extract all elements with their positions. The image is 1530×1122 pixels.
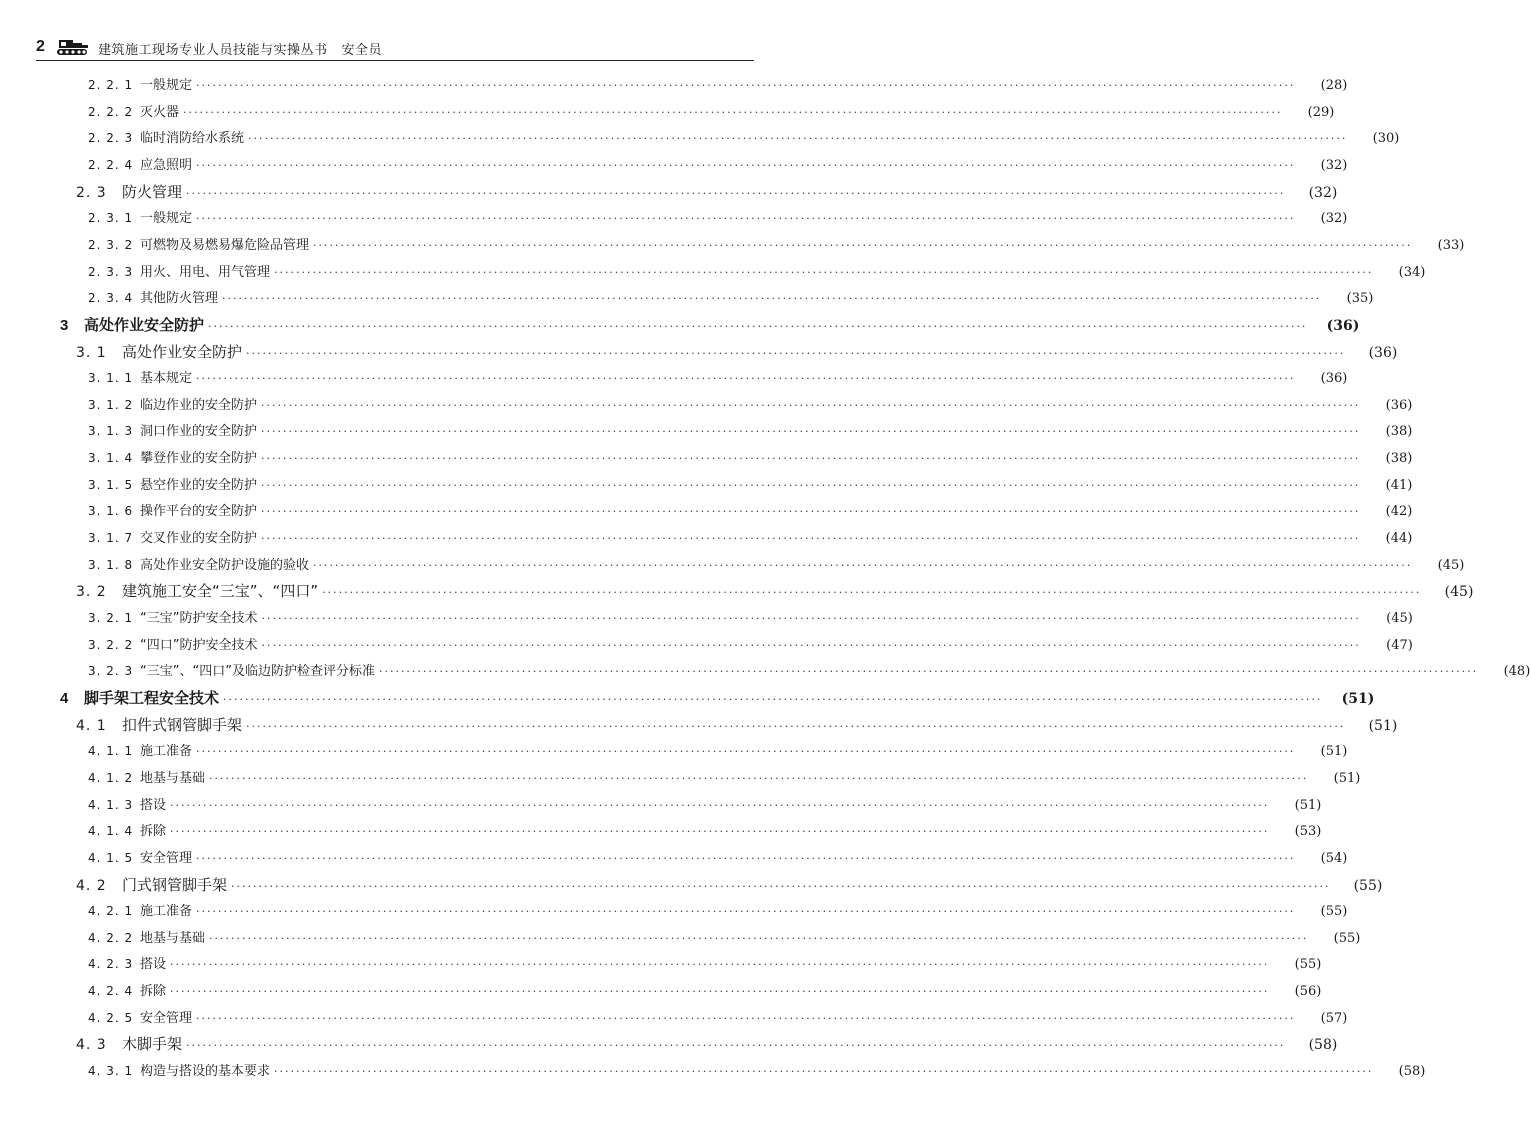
toc-entry-title: 攀登作业的安全防护	[140, 451, 258, 467]
toc-entry-number: 3. 1. 2	[88, 397, 134, 412]
toc-entry-number: 2. 3. 3	[88, 264, 134, 279]
toc-entry-title: 高处作业安全防护	[84, 315, 205, 334]
toc-entry-number: 2. 2. 2	[88, 104, 134, 119]
toc-leader-dots: ········································································································································································································	[313, 238, 1413, 252]
toc-entry-page: (45)	[1444, 584, 1474, 601]
toc-entry-number: 3. 1. 1	[88, 371, 134, 386]
toc-leader-dots: ········································································································································································································	[196, 79, 1296, 92]
toc-entry-title: 建筑施工安全“三宝”、“四口”	[122, 582, 319, 601]
toc-entry-number: 4. 2. 2	[88, 930, 134, 945]
toc-entry-page: (54)	[1320, 850, 1348, 866]
toc-leader-dots: ········································································································································································································	[261, 425, 1361, 439]
toc-entry-number: 4. 1. 1	[88, 744, 134, 759]
toc-leader-dots: ········································································································································································································	[261, 398, 1361, 412]
toc-entry	[0, 554, 1465, 573]
toc-entry-page: (55)	[1353, 877, 1383, 894]
page-header	[36, 36, 754, 60]
header-rule	[36, 60, 754, 61]
toc-entry-number: 3. 2. 2	[88, 637, 134, 652]
toc-entry-title: 构造与搭设的基本要求	[140, 1064, 271, 1080]
toc-entry	[0, 154, 1348, 173]
toc-entry	[0, 207, 1348, 227]
toc-entry-number: 4	[60, 689, 69, 707]
toc-leader-dots: ········································································································································································································	[231, 879, 1331, 893]
toc-entry	[0, 820, 1322, 840]
toc-entry-title: 拆除	[140, 984, 167, 1000]
toc-entry	[0, 660, 1530, 680]
toc-entry-page: (55)	[1320, 904, 1348, 920]
toc-entry-title: 一般规定	[140, 211, 193, 227]
toc-leader-dots: ········································································································································································································	[170, 798, 1270, 812]
toc-entry-number: 3. 1	[76, 344, 107, 361]
toc-entry-page: (36)	[1320, 371, 1348, 387]
toc-entry	[0, 900, 1348, 920]
toc-entry-title: 临时消防给水系统	[140, 131, 245, 147]
toc-entry	[0, 447, 1413, 467]
toc-entry-number: 4. 1. 2	[88, 770, 134, 785]
toc-entry-title: 用火、用电、用气管理	[140, 264, 271, 280]
toc-entry-title: 基本规定	[140, 371, 193, 387]
toc-leader-dots: ········································································································································································································	[170, 958, 1270, 972]
toc-entry-title: 安全管理	[140, 850, 193, 866]
toc-entry-number: 4. 1	[76, 717, 107, 734]
toc-entry	[0, 341, 1398, 362]
toc-entry	[0, 607, 1413, 626]
toc-entry-number: 3. 2. 3	[88, 664, 134, 679]
toc-entry-title: 拆除	[140, 824, 167, 840]
toc-entry-page: (29)	[1307, 104, 1335, 120]
toc-entry-title: 施工准备	[140, 904, 193, 920]
toc-entry-page: (34)	[1398, 264, 1426, 280]
toc-entry-page: (51)	[1320, 744, 1348, 760]
toc-entry	[0, 1007, 1348, 1026]
toc-entry-page: (41)	[1385, 477, 1413, 493]
toc-entry-page: (28)	[1320, 78, 1348, 93]
toc-entry-number: 4. 3	[76, 1037, 107, 1054]
toc-entry-page: (36)	[1326, 317, 1360, 334]
toc-leader-dots: ········································································································································································································	[313, 558, 1413, 572]
toc-entry-title: 一般规定	[140, 78, 193, 93]
toc-leader-dots: ········································································································································································································	[222, 292, 1322, 306]
toc-entry-page: (58)	[1308, 1037, 1338, 1054]
toc-entry-title: 高处作业安全防护	[122, 342, 243, 361]
toc-leader-dots: ········································································································································································································	[196, 158, 1296, 172]
page-number: 2	[36, 38, 45, 55]
toc-entry	[0, 740, 1348, 760]
toc-entry-title: 可燃物及易燃易爆危险品管理	[140, 237, 310, 253]
toc-entry	[0, 874, 1383, 895]
toc-entry-number: 4. 1. 4	[88, 824, 134, 839]
toc-leader-dots: ········································································································································································································	[170, 985, 1270, 999]
toc-leader-dots: ········································································································································································································	[261, 452, 1361, 466]
toc-entry-title: 脚手架工程安全技术	[84, 688, 220, 707]
toc-entry-number: 2. 3. 2	[88, 237, 134, 252]
toc-entry	[0, 420, 1413, 440]
toc-entry	[0, 367, 1348, 387]
toc-entry	[0, 127, 1400, 147]
toc-entry-title: 其他防火管理	[140, 291, 219, 307]
toc-leader-dots: ········································································································································································································	[274, 265, 1374, 279]
toc-leader-dots: ········································································································································································································	[196, 212, 1296, 226]
toc-entry-title: 安全管理	[140, 1010, 193, 1026]
toc-entry-number: 3. 1. 8	[88, 557, 134, 572]
toc-entry	[0, 980, 1322, 1000]
toc-entry-page: (55)	[1333, 930, 1361, 946]
toc-entry-page: (51)	[1368, 717, 1398, 734]
toc-entry-title: 洞口作业的安全防护	[140, 424, 258, 440]
toc-entry-title: 搭设	[140, 957, 167, 973]
toc-leader-dots: ········································································································································································································	[196, 372, 1296, 386]
toc-entry-number: 3. 2. 1	[88, 611, 134, 625]
toc-entry-title: “三宝”防护安全技术	[140, 611, 258, 626]
toc-entry-page: (45)	[1437, 557, 1465, 573]
toc-entry-title: 高处作业安全防护设施的验收	[140, 557, 310, 573]
toc-leader-dots: ········································································································································································································	[261, 478, 1361, 492]
toc-entry-page: (32)	[1320, 211, 1348, 227]
toc-entry	[0, 687, 1375, 708]
excavator-icon	[56, 36, 90, 58]
toc-entry	[0, 261, 1426, 280]
series-title-text: 建筑施工现场专业人员技能与实操丛书	[98, 43, 328, 58]
toc-leader-dots: ········································································································································································································	[246, 719, 1346, 733]
toc-entry-page: (48)	[1503, 664, 1530, 680]
toc-entry-number: 2. 2. 1	[88, 78, 134, 92]
toc-entry-number: 2. 2. 4	[88, 157, 134, 172]
toc-entry	[0, 474, 1413, 493]
toc-entry	[0, 527, 1413, 547]
toc-entry	[0, 847, 1348, 866]
toc-entry-number: 3. 1. 6	[88, 504, 134, 519]
toc-entry-number: 4. 2. 5	[88, 1010, 134, 1025]
toc-leader-dots: ········································································································································································································	[196, 1011, 1296, 1025]
toc-leader-dots: ········································································································································································································	[186, 186, 1286, 200]
toc-entry-page: (32)	[1308, 184, 1338, 201]
toc-leader-dots: ········································································································································································································	[208, 319, 1308, 333]
toc-entry-number: 3	[60, 316, 69, 334]
toc-entry-number: 2. 2. 3	[88, 131, 134, 146]
toc-entry-title: 扣件式钢管脚手架	[122, 715, 243, 734]
toc-leader-dots: ········································································································································································································	[223, 692, 1323, 706]
toc-leader-dots: ········································································································································································································	[322, 586, 1422, 600]
toc-entry-page: (36)	[1368, 344, 1398, 361]
toc-entry-page: (42)	[1385, 504, 1413, 520]
toc-entry-number: 3. 1. 3	[88, 424, 134, 439]
toc-entry	[0, 181, 1338, 202]
toc-entry-page: (44)	[1385, 531, 1413, 547]
toc-leader-dots: ········································································································································································································	[261, 638, 1361, 652]
toc-entry-number: 4. 2. 1	[88, 904, 134, 919]
toc-entry	[0, 234, 1465, 253]
toc-entry-title: 操作平台的安全防护	[140, 504, 258, 520]
toc-entry-number: 3. 1. 4	[88, 451, 134, 466]
toc-leader-dots: ········································································································································································································	[196, 851, 1296, 865]
toc-entry-number: 2. 3	[76, 184, 107, 201]
toc-entry-page: (33)	[1437, 237, 1465, 253]
toc-entry	[0, 634, 1413, 653]
toc-entry-title: 悬空作业的安全防护	[140, 477, 258, 493]
toc-entry-page: (45)	[1386, 611, 1413, 626]
toc-entry	[0, 500, 1413, 520]
toc-leader-dots: ········································································································································································································	[196, 745, 1296, 759]
toc-entry-title: 木脚手架	[122, 1035, 183, 1054]
toc-entry-title: 搭设	[140, 797, 167, 813]
toc-entry-page: (38)	[1385, 451, 1413, 467]
toc-entry	[0, 767, 1361, 786]
toc-entry-title: 临边作业的安全防护	[140, 397, 258, 413]
toc-entry	[0, 314, 1360, 335]
toc-entry-number: 3. 1. 5	[88, 477, 134, 492]
toc-entry-page: (35)	[1346, 291, 1374, 307]
toc-entry-page: (36)	[1385, 397, 1413, 413]
toc-leader-dots: ········································································································································································································	[378, 665, 1479, 679]
toc-leader-dots: ········································································································································································································	[261, 505, 1361, 519]
toc-leader-dots: ········································································································································································································	[183, 105, 1283, 119]
toc-entry-title: “四口”防护安全技术	[140, 637, 258, 653]
toc-entry-title: 门式钢管脚手架	[122, 875, 228, 894]
toc-entry-title: 应急照明	[140, 157, 193, 173]
toc-entry-title: 施工准备	[140, 744, 193, 760]
toc-entry-number: 4. 2	[76, 877, 107, 894]
toc-entry-page: (58)	[1398, 1064, 1426, 1080]
toc-entry	[0, 1033, 1338, 1054]
toc-entry-page: (51)	[1341, 690, 1375, 707]
toc-entry-title: 交叉作业的安全防护	[140, 531, 258, 547]
toc-entry-number: 4. 1. 5	[88, 850, 134, 865]
toc-entry-page: (55)	[1294, 957, 1322, 973]
toc-leader-dots: ········································································································································································································	[246, 346, 1346, 360]
toc-entry-page: (51)	[1294, 797, 1322, 813]
toc-entry	[0, 714, 1398, 735]
toc-leader-dots: ········································································································································································································	[196, 905, 1296, 919]
toc-entry-page: (30)	[1372, 131, 1400, 147]
toc-entry-number: 3. 1. 7	[88, 531, 134, 546]
toc-leader-dots: ········································································································································································································	[209, 771, 1309, 785]
toc-leader-dots: ········································································································································································································	[261, 612, 1361, 625]
toc-leader-dots: ········································································································································································································	[170, 825, 1270, 839]
series-title	[98, 39, 382, 58]
toc-entry-title: 地基与基础	[140, 930, 206, 946]
toc-entry	[0, 794, 1322, 813]
toc-entry	[0, 953, 1322, 973]
toc-leader-dots: ········································································································································································································	[209, 931, 1309, 945]
toc-entry	[0, 74, 1348, 93]
toc-leader-dots: ········································································································································································································	[274, 1065, 1374, 1079]
toc-leader-dots: ········································································································································································································	[186, 1039, 1286, 1053]
toc-entry-number: 3. 2	[76, 584, 107, 601]
toc-entry-number: 4. 1. 3	[88, 797, 134, 812]
toc-entry-number: 2. 3. 1	[88, 211, 134, 226]
toc-entry-page: (47)	[1386, 637, 1413, 653]
toc-entry-title: 地基与基础	[140, 770, 206, 786]
toc-entry-number: 4. 2. 4	[88, 984, 134, 999]
toc-entry-page: (56)	[1294, 984, 1322, 1000]
toc-entry-page: (57)	[1320, 1010, 1348, 1026]
toc-entry	[0, 1060, 1426, 1080]
toc-entry	[0, 580, 1474, 601]
toc-entry-title: 防火管理	[122, 182, 183, 201]
toc-entry-number: 4. 3. 1	[88, 1064, 134, 1079]
toc-entry-number: 4. 2. 3	[88, 957, 134, 972]
toc-leader-dots: ········································································································································································································	[261, 532, 1361, 546]
toc-entry-page: (51)	[1333, 770, 1361, 786]
toc-entry	[0, 101, 1335, 120]
toc-entry-title: 灭火器	[140, 104, 180, 120]
toc-entry-page: (53)	[1294, 824, 1322, 840]
role-title: 安全员	[341, 43, 383, 58]
toc-entry-page: (38)	[1385, 424, 1413, 440]
toc-entry-page: (32)	[1320, 157, 1348, 173]
toc-entry	[0, 927, 1361, 946]
toc-entry	[0, 287, 1374, 307]
toc-leader-dots: ········································································································································································································	[248, 132, 1348, 146]
toc-entry-number: 2. 3. 4	[88, 291, 134, 306]
toc-entry-title: “三宝”、“四口”及临边防护检查评分标准	[140, 664, 375, 680]
toc-entry	[0, 394, 1413, 413]
